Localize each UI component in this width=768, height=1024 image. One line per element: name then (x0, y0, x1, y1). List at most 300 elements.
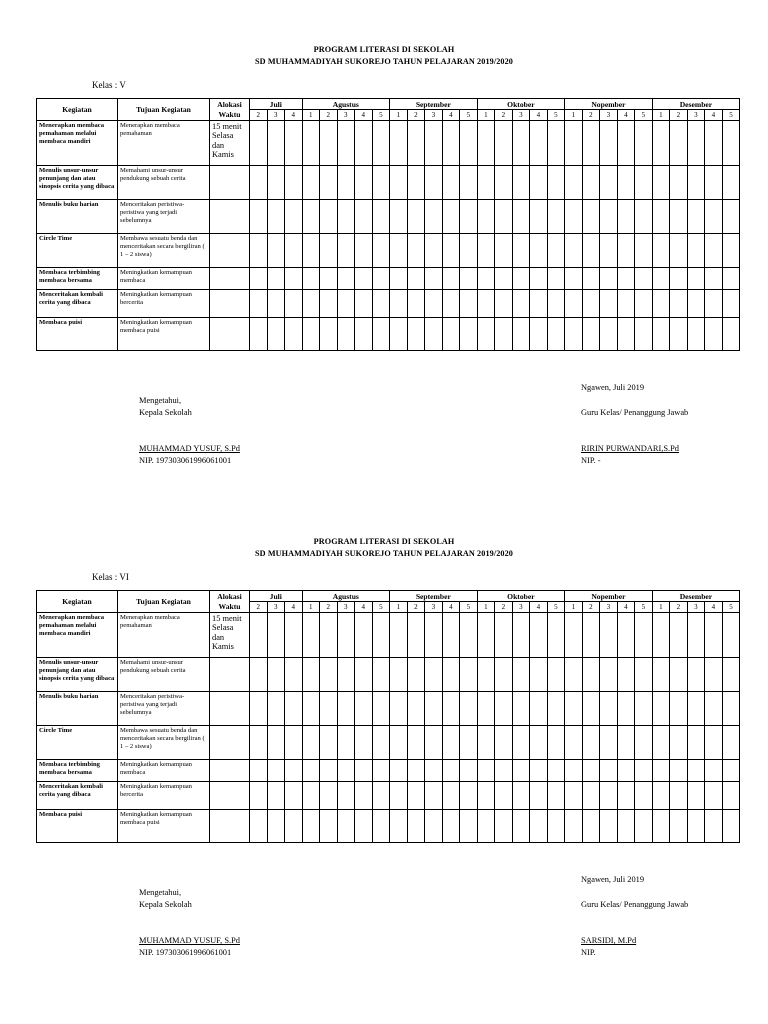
header-week: 3 (425, 602, 443, 613)
school-year-title: SD MUHAMMADIYAH SUKOREJO TAHUN PELAJARAN 2019/2020 (255, 549, 513, 558)
week-cell (722, 121, 740, 166)
week-cell (460, 268, 478, 290)
week-cell (337, 760, 355, 782)
week-cell (337, 166, 355, 200)
week-cell (670, 318, 688, 351)
week-cell (302, 760, 320, 782)
week-cell (477, 613, 495, 658)
activity-cell: Menulis buku harian (37, 692, 118, 726)
time-allocation-cell (210, 234, 250, 268)
week-cell (530, 318, 548, 351)
header-week: 1 (477, 110, 495, 121)
week-cell (442, 290, 460, 318)
table-row (37, 200, 740, 234)
week-cell (582, 692, 600, 726)
week-cell (652, 658, 670, 692)
table-row (37, 268, 740, 290)
header-week: 1 (565, 602, 583, 613)
table-row (37, 810, 740, 843)
week-cell (285, 658, 303, 692)
week-cell (722, 318, 740, 351)
week-cell (372, 318, 390, 351)
week-cell (670, 760, 688, 782)
header-month: Desember (652, 99, 740, 110)
activity-cell: Menerapkan membaca pemahaman melalui membaca mandiri (37, 121, 118, 166)
week-cell (267, 200, 285, 234)
week-cell (442, 658, 460, 692)
header-month: Juli (250, 591, 303, 602)
header-week: 1 (652, 110, 670, 121)
week-cell (547, 810, 565, 843)
week-cell (407, 692, 425, 726)
week-cell (250, 782, 268, 810)
week-cell (547, 268, 565, 290)
week-cell (267, 234, 285, 268)
header-month: Nopember (565, 591, 653, 602)
time-allocation-cell (210, 782, 250, 810)
week-cell (407, 268, 425, 290)
header-month: Juli (250, 99, 303, 110)
week-cell (565, 268, 583, 290)
week-cell (460, 760, 478, 782)
week-cell (687, 234, 705, 268)
week-cell (722, 692, 740, 726)
week-cell (267, 810, 285, 843)
week-cell (267, 166, 285, 200)
time-allocation-cell (210, 290, 250, 318)
week-cell (302, 692, 320, 726)
week-cell (530, 613, 548, 658)
week-cell (442, 692, 460, 726)
week-cell (670, 166, 688, 200)
week-cell (722, 200, 740, 234)
week-cell (547, 692, 565, 726)
week-cell (530, 658, 548, 692)
header-week: 2 (407, 602, 425, 613)
week-cell (565, 760, 583, 782)
week-cell (407, 318, 425, 351)
week-cell (705, 782, 723, 810)
week-cell (267, 290, 285, 318)
week-cell (460, 318, 478, 351)
week-cell (302, 234, 320, 268)
header-month: Oktober (477, 591, 565, 602)
header-month: Oktober (477, 99, 565, 110)
place-date: Ngawen, Juli 2019 (581, 383, 645, 392)
week-cell (425, 166, 443, 200)
week-cell (460, 782, 478, 810)
week-cell (495, 760, 513, 782)
week-cell (512, 166, 530, 200)
week-cell (250, 234, 268, 268)
week-cell (267, 318, 285, 351)
principal-name: MUHAMMAD YUSUF, S.Pd (139, 936, 240, 945)
week-cell (565, 234, 583, 268)
week-cell (337, 613, 355, 658)
week-cell (320, 782, 338, 810)
header-week: 5 (372, 602, 390, 613)
activity-cell: Membaca terbimbing membaca bersama (37, 760, 118, 782)
week-cell (582, 782, 600, 810)
week-cell (337, 782, 355, 810)
week-cell (652, 290, 670, 318)
week-cell (495, 268, 513, 290)
week-cell (530, 810, 548, 843)
week-cell (442, 121, 460, 166)
week-cell (617, 268, 635, 290)
header-week: 3 (687, 110, 705, 121)
principal-nip: NIP. 197303061996061001 (139, 948, 232, 957)
header-kegiatan: Kegiatan (37, 99, 118, 121)
week-cell (670, 726, 688, 760)
week-cell (687, 166, 705, 200)
week-cell (390, 760, 408, 782)
week-cell (250, 692, 268, 726)
week-cell (617, 726, 635, 760)
week-cell (512, 760, 530, 782)
week-cell (425, 782, 443, 810)
teacher-nip: NIP. - (581, 456, 601, 465)
week-cell (372, 613, 390, 658)
week-cell (565, 318, 583, 351)
week-cell (495, 234, 513, 268)
header-week: 3 (337, 602, 355, 613)
week-cell (512, 290, 530, 318)
week-cell (320, 234, 338, 268)
week-cell (705, 234, 723, 268)
week-cell (495, 658, 513, 692)
time-allocation-cell (210, 726, 250, 760)
table-row (37, 318, 740, 351)
week-cell (617, 166, 635, 200)
week-cell (460, 658, 478, 692)
week-cell (565, 121, 583, 166)
week-cell (600, 760, 618, 782)
activity-cell: Menceritakan kembali cerita yang dibaca (37, 290, 118, 318)
week-cell (635, 318, 653, 351)
week-cell (600, 782, 618, 810)
week-cell (495, 692, 513, 726)
week-cell (705, 121, 723, 166)
header-week: 2 (250, 602, 268, 613)
week-cell (355, 782, 373, 810)
header-week: 5 (722, 602, 740, 613)
week-cell (250, 658, 268, 692)
goal-cell: Menceritakan peristiwa-peristiwa yang terjadi sebelumnya (118, 692, 210, 726)
week-cell (355, 268, 373, 290)
week-cell (390, 692, 408, 726)
header-week: 2 (250, 110, 268, 121)
week-cell (600, 810, 618, 843)
week-cell (267, 692, 285, 726)
week-cell (635, 200, 653, 234)
week-cell (600, 268, 618, 290)
header-week: 5 (722, 110, 740, 121)
week-cell (250, 810, 268, 843)
week-cell (267, 760, 285, 782)
principal-role: Kepala Sekolah (139, 408, 192, 417)
week-cell (635, 658, 653, 692)
time-allocation-cell (210, 318, 250, 351)
header-week: 4 (705, 602, 723, 613)
week-cell (530, 268, 548, 290)
week-cell (477, 234, 495, 268)
week-cell (407, 200, 425, 234)
week-cell (547, 234, 565, 268)
week-cell (652, 318, 670, 351)
time-allocation-cell (210, 760, 250, 782)
header-week: 3 (600, 602, 618, 613)
week-cell (512, 726, 530, 760)
table-row (37, 234, 740, 268)
week-cell (617, 692, 635, 726)
week-cell (495, 613, 513, 658)
header-week: 1 (302, 602, 320, 613)
week-cell (442, 200, 460, 234)
header-week: 3 (337, 110, 355, 121)
week-cell (302, 658, 320, 692)
week-cell (337, 268, 355, 290)
week-cell (582, 166, 600, 200)
week-cell (635, 692, 653, 726)
week-cell (670, 782, 688, 810)
week-cell (250, 200, 268, 234)
week-cell (425, 318, 443, 351)
week-cell (267, 613, 285, 658)
week-cell (355, 726, 373, 760)
week-cell (285, 234, 303, 268)
week-cell (320, 613, 338, 658)
week-cell (285, 810, 303, 843)
activity-cell: Menulis unsur-unsur penunjang dan atau sinopsis cerita yang dibaca (37, 658, 118, 692)
week-cell (722, 290, 740, 318)
teacher-nip: NIP. (581, 948, 596, 957)
week-cell (390, 268, 408, 290)
week-cell (705, 166, 723, 200)
week-cell (285, 166, 303, 200)
week-cell (705, 692, 723, 726)
header-waktu: Waktu (210, 110, 250, 121)
week-cell (547, 613, 565, 658)
week-cell (705, 726, 723, 760)
principal-role: Kepala Sekolah (139, 900, 192, 909)
week-cell (565, 166, 583, 200)
week-cell (425, 200, 443, 234)
week-cell (722, 810, 740, 843)
week-cell (600, 658, 618, 692)
week-cell (372, 692, 390, 726)
week-cell (372, 268, 390, 290)
goal-cell: Meningkatkan kemampuan membaca (118, 760, 210, 782)
week-cell (670, 268, 688, 290)
header-kegiatan: Kegiatan (37, 591, 118, 613)
week-cell (547, 166, 565, 200)
week-cell (250, 166, 268, 200)
time-allocation-text: dan (212, 632, 225, 642)
header-week: 2 (670, 602, 688, 613)
week-cell (652, 760, 670, 782)
week-cell (267, 782, 285, 810)
header-week: 4 (530, 110, 548, 121)
table-row (37, 658, 740, 692)
week-cell (442, 726, 460, 760)
header-week: 4 (355, 110, 373, 121)
week-cell (582, 760, 600, 782)
week-cell (407, 782, 425, 810)
week-cell (390, 290, 408, 318)
goal-cell: Meningkatkan kemampuan bercerita (118, 290, 210, 318)
week-cell (582, 268, 600, 290)
week-cell (407, 290, 425, 318)
week-cell (495, 121, 513, 166)
header-month: Nopember (565, 99, 653, 110)
week-cell (320, 268, 338, 290)
time-allocation-cell (210, 613, 250, 658)
week-cell (705, 200, 723, 234)
header-week: 2 (495, 110, 513, 121)
week-cell (495, 290, 513, 318)
time-allocation-cell (210, 200, 250, 234)
week-cell (477, 166, 495, 200)
time-allocation-text: dan (212, 140, 225, 150)
week-cell (390, 121, 408, 166)
week-cell (477, 200, 495, 234)
activity-cell: Membaca puisi (37, 810, 118, 843)
week-cell (512, 692, 530, 726)
week-cell (372, 121, 390, 166)
week-cell (320, 166, 338, 200)
week-cell (547, 726, 565, 760)
table-row (37, 613, 740, 658)
class-label: Kelas : V (92, 80, 126, 90)
goal-cell: Menceritakan peristiwa-peristiwa yang terjadi sebelumnya (118, 200, 210, 234)
week-cell (355, 613, 373, 658)
week-cell (617, 613, 635, 658)
week-cell (617, 760, 635, 782)
week-cell (565, 200, 583, 234)
week-cell (530, 166, 548, 200)
header-week: 5 (460, 602, 478, 613)
header-month: Desember (652, 591, 740, 602)
week-cell (600, 318, 618, 351)
acknowledged-label: Mengetahui, (139, 396, 182, 405)
header-week: 1 (302, 110, 320, 121)
week-cell (652, 810, 670, 843)
week-cell (652, 692, 670, 726)
week-cell (337, 200, 355, 234)
goal-cell: Memahami unsur-unsur pendukung sebuah cerita (118, 658, 210, 692)
week-cell (687, 318, 705, 351)
header-waktu: Waktu (210, 602, 250, 613)
week-cell (302, 782, 320, 810)
schedule-table (36, 590, 740, 843)
week-cell (477, 318, 495, 351)
week-cell (512, 810, 530, 843)
week-cell (337, 318, 355, 351)
header-week: 3 (267, 110, 285, 121)
header-week: 4 (530, 602, 548, 613)
week-cell (617, 290, 635, 318)
week-cell (442, 782, 460, 810)
header-tujuan: Tujuan Kegiatan (118, 99, 210, 121)
week-cell (442, 613, 460, 658)
header-month: September (390, 99, 478, 110)
week-cell (250, 268, 268, 290)
week-cell (355, 166, 373, 200)
week-cell (687, 810, 705, 843)
week-cell (460, 810, 478, 843)
week-cell (460, 121, 478, 166)
week-cell (670, 810, 688, 843)
week-cell (530, 200, 548, 234)
week-cell (285, 268, 303, 290)
goal-cell: Meningkatkan kemampuan membaca (118, 268, 210, 290)
week-cell (285, 290, 303, 318)
week-cell (722, 658, 740, 692)
header-week: 3 (512, 110, 530, 121)
week-cell (320, 290, 338, 318)
week-cell (460, 613, 478, 658)
week-cell (355, 810, 373, 843)
week-cell (320, 200, 338, 234)
goal-cell: Meningkatkan kemampuan membaca puisi (118, 318, 210, 351)
week-cell (285, 760, 303, 782)
week-cell (320, 121, 338, 166)
week-cell (477, 121, 495, 166)
week-cell (547, 658, 565, 692)
time-allocation-text: Selasa (212, 623, 234, 633)
week-cell (320, 692, 338, 726)
week-cell (285, 121, 303, 166)
week-cell (302, 200, 320, 234)
goal-cell: Menerapkan membaca pemahaman (118, 121, 210, 166)
week-cell (582, 726, 600, 760)
week-cell (652, 200, 670, 234)
week-cell (320, 318, 338, 351)
header-week: 3 (512, 602, 530, 613)
week-cell (320, 760, 338, 782)
week-cell (250, 726, 268, 760)
header-week: 2 (670, 110, 688, 121)
week-cell (407, 726, 425, 760)
week-cell (600, 692, 618, 726)
header-week: 4 (355, 602, 373, 613)
header-week: 4 (617, 110, 635, 121)
time-allocation-text: 15 menit (212, 614, 242, 623)
week-cell (600, 200, 618, 234)
header-week: 4 (285, 110, 303, 121)
activity-cell: Circle Time (37, 726, 118, 760)
week-cell (267, 268, 285, 290)
week-cell (600, 121, 618, 166)
week-cell (302, 810, 320, 843)
week-cell (425, 692, 443, 726)
header-week: 1 (390, 110, 408, 121)
week-cell (477, 760, 495, 782)
week-cell (722, 166, 740, 200)
week-cell (722, 760, 740, 782)
week-cell (565, 692, 583, 726)
week-cell (460, 166, 478, 200)
week-cell (565, 658, 583, 692)
week-cell (302, 290, 320, 318)
goal-cell: Meningkatkan kemampuan membaca puisi (118, 810, 210, 843)
week-cell (687, 613, 705, 658)
week-cell (687, 726, 705, 760)
header-month: Agustus (302, 99, 390, 110)
week-cell (425, 613, 443, 658)
header-week: 4 (442, 110, 460, 121)
